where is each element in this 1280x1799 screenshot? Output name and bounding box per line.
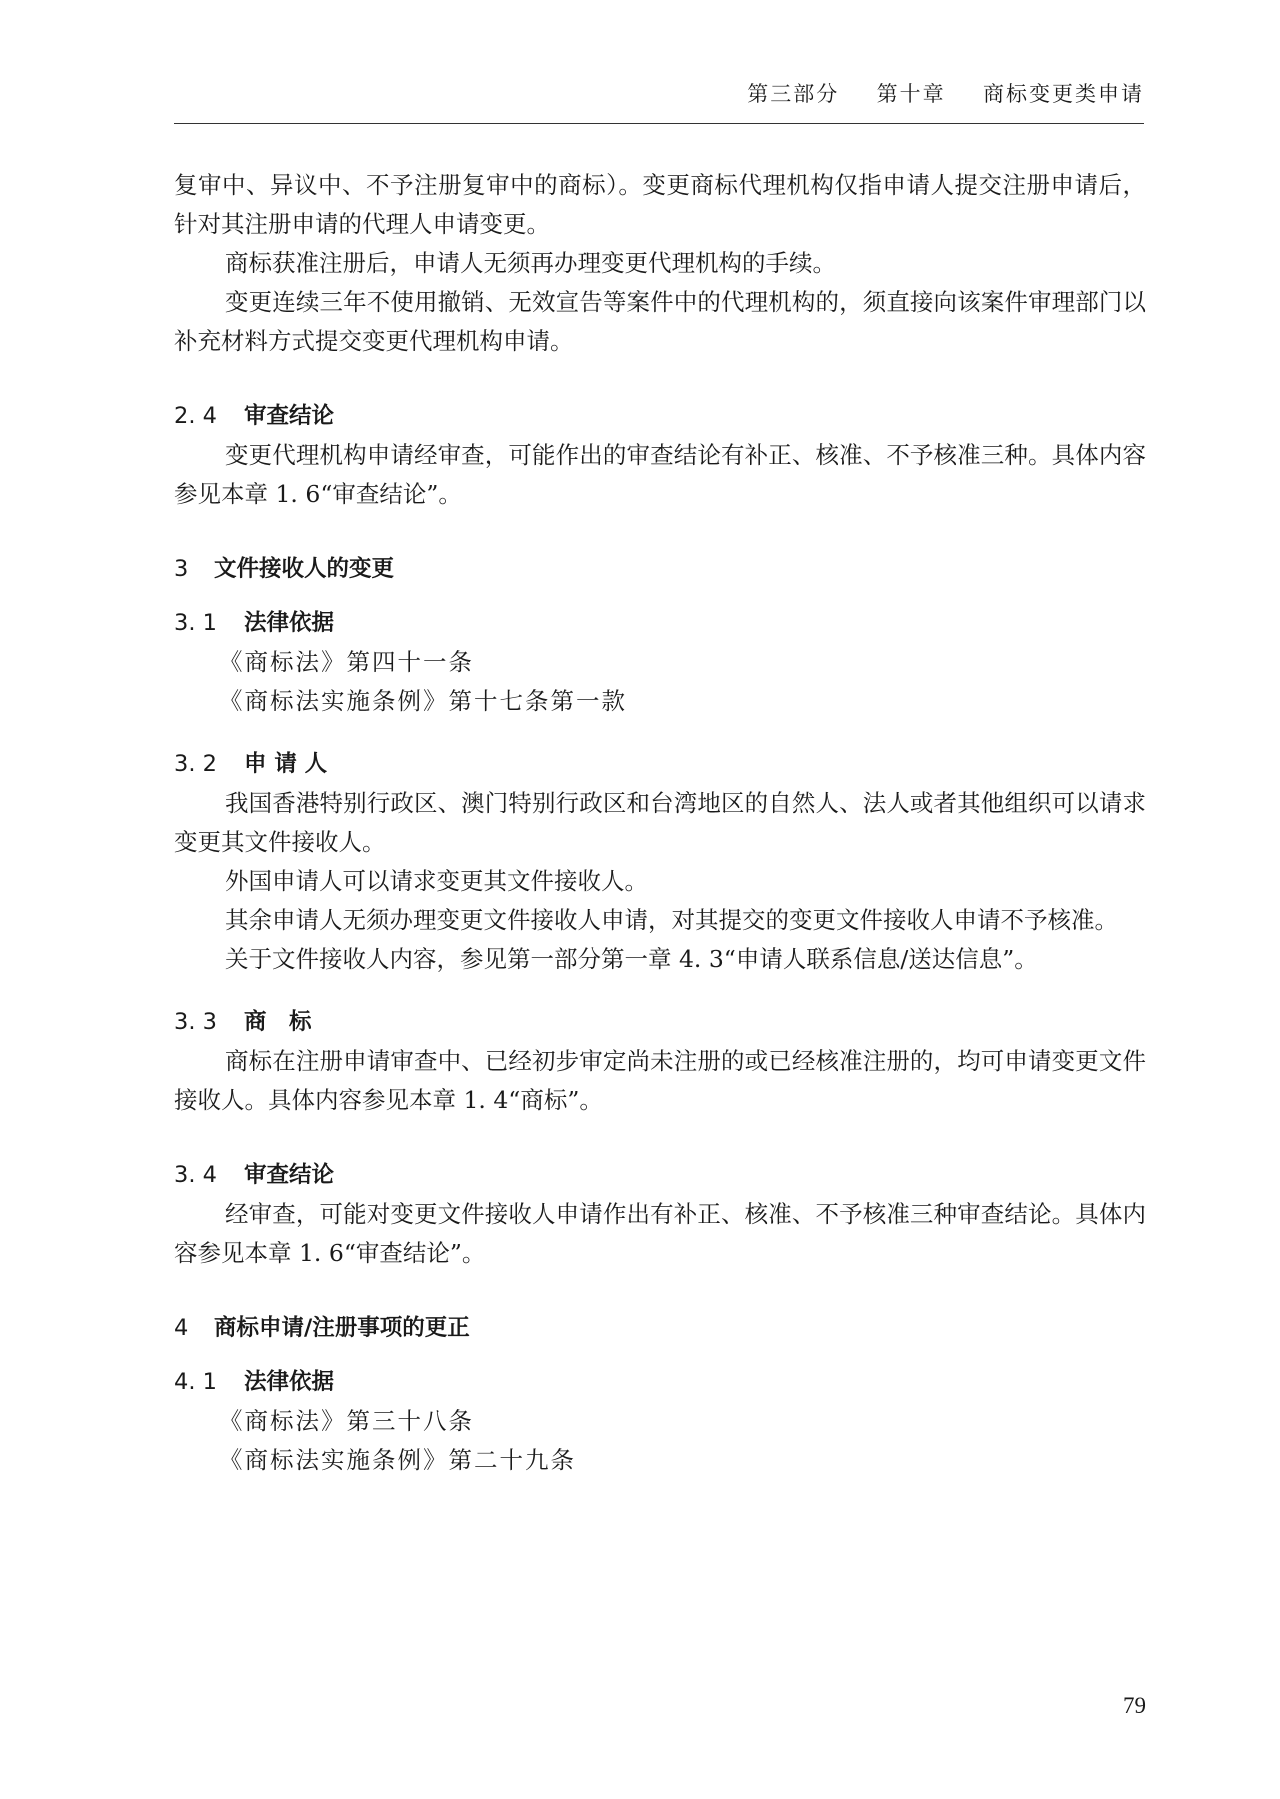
paragraph: 变更连续三年不使用撤销、无效宣告等案件中的代理机构的，须直接向该案件审理部门以补充材料方式提交变更代理机构申请。	[174, 288, 1146, 355]
section-title: 法律依据	[244, 1369, 335, 1395]
section-number: 4. 1	[174, 1369, 217, 1395]
paragraph: 商标在注册申请审查中、已经初步审定尚未注册的或已经核准注册的，均可申请变更文件接收人。具体内容参见本章 1. 4“商标”。	[174, 1047, 1146, 1114]
section-heading-2-4	[174, 397, 1146, 436]
section-title: 申 请 人	[244, 751, 328, 777]
legal-reference: 《商标法》第三十八条	[219, 1407, 474, 1435]
legal-reference: 《商标法实施条例》第二十九条	[219, 1446, 576, 1474]
paragraph: 关于文件接收人内容，参见第一部分第一章 4. 3“申请人联系信息/送达信息”。	[225, 945, 1038, 973]
section-number: 3. 2	[174, 751, 217, 777]
paragraph: 复审中、异议中、不予注册复审中的商标）。变更商标代理机构仅指申请人提交注册申请后，针对其注册申请的代理人申请变更。	[174, 171, 1146, 238]
legal-reference: 《商标法实施条例》第十七条第一款	[219, 687, 627, 715]
section-title: 法律依据	[244, 610, 335, 636]
section-heading-4	[174, 1309, 1146, 1348]
section-number: 3	[174, 556, 189, 582]
section-title: 商 标	[244, 1009, 312, 1035]
paragraph: 我国香港特别行政区、澳门特别行政区和台湾地区的自然人、法人或者其他组织可以请求变更其文件接收人。	[174, 789, 1146, 856]
section-title: 商标申请/注册事项的更正	[214, 1315, 470, 1341]
section-title: 审查结论	[244, 403, 335, 429]
paragraph: 外国申请人可以请求变更其文件接收人。	[225, 867, 648, 895]
section-heading-3-3	[174, 1003, 1146, 1042]
section-number: 3. 1	[174, 610, 217, 636]
section-title: 文件接收人的变更	[214, 556, 395, 582]
paragraph: 商标获准注册后，申请人无须再办理变更代理机构的手续。	[225, 249, 836, 277]
section-heading-3	[174, 550, 1146, 589]
header-rule	[174, 123, 1144, 124]
section-number: 2. 4	[174, 403, 217, 429]
section-title: 审查结论	[244, 1162, 335, 1188]
paragraph: 经审查，可能对变更文件接收人申请作出有补正、核准、不予核准三种审查结论。具体内容参见本章 1. 6“审查结论”。	[174, 1200, 1146, 1267]
page-body	[174, 166, 1146, 1480]
section-heading-3-4	[174, 1156, 1146, 1195]
section-heading-3-2	[174, 745, 1146, 784]
legal-reference: 《商标法》第四十一条	[219, 648, 474, 676]
section-number: 3. 3	[174, 1009, 217, 1035]
section-number: 4	[174, 1315, 189, 1341]
section-heading-3-1	[174, 604, 1146, 643]
paragraph: 其余申请人无须办理变更文件接收人申请，对其提交的变更文件接收人申请不予核准。	[225, 906, 1118, 934]
paragraph: 变更代理机构申请经审查，可能作出的审查结论有补正、核准、不予核准三种。具体内容参见本章 1. 6“审查结论”。	[174, 441, 1146, 508]
page-number: 79	[1123, 1693, 1146, 1718]
running-header: 第三部分 第十章 商标变更类申请	[747, 82, 1144, 106]
section-number: 3. 4	[174, 1162, 217, 1188]
section-heading-4-1	[174, 1363, 1146, 1402]
